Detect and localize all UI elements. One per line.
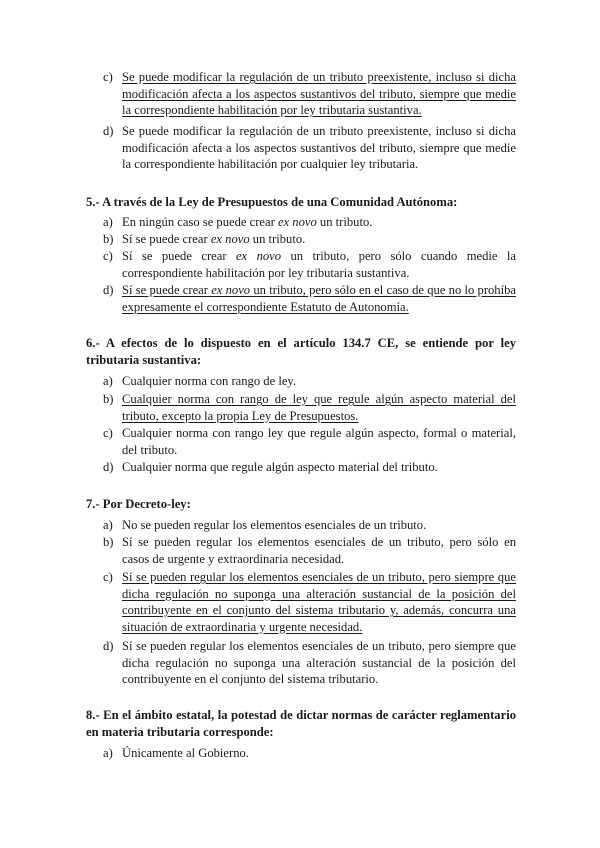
option-text: Se puede modificar la regulación de un tributo preexistente, incluso si dicha modificación afecta a los aspectos sustantivos del tributo, siempre que medie la correspondiente habilitación por ley tributaria sustantiva. [122, 70, 516, 117]
q4-option-d [86, 123, 516, 173]
option-letter: b) [103, 392, 114, 406]
q8-option-a [86, 745, 516, 762]
option-text: Sí se pueden regular los elementos esenciales de un tributo, pero siempre que dicha regulación no suponga una alteración sustancial de la posición del contribuyente en el conjunto del sistema tributario y, además, concurra una situación de extraordinaria y urgente necesidad. [122, 570, 516, 634]
q5-option-a [86, 214, 516, 231]
option-text: Cualquier norma con rango de ley. [122, 374, 297, 388]
question-5-title: 5.- A través de la Ley de Presupuestos de una Comunidad Autónoma: [86, 195, 458, 209]
option-text: Sí se puede crear ex novo un tributo, pero sólo en el caso de que no lo prohíba expresamente el correspondiente Estatuto de Autonomía. [122, 283, 516, 314]
option-letter: a) [103, 215, 113, 229]
option-letter: b) [103, 232, 114, 246]
option-letter: a) [103, 518, 113, 532]
q7-option-c [86, 569, 516, 635]
option-letter: c) [103, 70, 113, 84]
question-7-title: 7.- Por Decreto-ley: [86, 497, 191, 511]
question-8-title: 8.- En el ámbito estatal, la potestad de dictar normas de carácter reglamentario en materia tributaria corresponde: [86, 708, 516, 739]
option-letter: a) [103, 746, 113, 760]
q7-option-b [86, 534, 516, 567]
option-letter: d) [103, 639, 114, 653]
option-text: Únicamente al Gobierno. [122, 746, 249, 760]
option-letter: d) [103, 283, 114, 297]
option-letter: d) [103, 124, 114, 138]
option-text: No se pueden regular los elementos esenciales de un tributo. [122, 518, 427, 532]
q5-option-c [86, 248, 516, 281]
option-letter: a) [103, 374, 113, 388]
q7-option-a [86, 517, 516, 534]
option-letter: d) [103, 460, 114, 474]
option-text: Cualquier norma que regule algún aspecto material del tributo. [122, 460, 438, 474]
option-text: Sí se pueden regular los elementos esenciales de un tributo, pero sólo en casos de urgente y extraordinaria necesidad. [122, 535, 516, 566]
q5-option-d [86, 282, 516, 315]
option-letter: b) [103, 535, 114, 549]
q4-option-c [86, 69, 516, 119]
q6-option-a [86, 373, 516, 390]
q6-option-d [86, 459, 516, 476]
option-text: Sí se pueden regular los elementos esenciales de un tributo, pero siempre que dicha regulación no suponga una alteración sustancial de la posición del contribuyente en el conjunto del sistema tributario. [122, 639, 516, 686]
option-text: Cualquier norma con rango ley que regule algún aspecto, formal o material, del tributo. [122, 426, 516, 457]
option-text: Cualquier norma con rango de ley que regule algún aspecto material del tributo, excepto la propia Ley de Presupuestos. [122, 392, 516, 423]
option-letter: c) [103, 570, 113, 584]
q6-option-c [86, 425, 516, 458]
q7-option-d [86, 638, 516, 688]
option-text: Sí se puede crear ex novo un tributo. [122, 232, 306, 246]
option-text: Sí se puede crear ex novo un tributo, pero sólo cuando medie la correspondiente habilitación por ley tributaria sustantiva. [122, 249, 516, 280]
q6-option-b [86, 391, 516, 424]
option-text: Se puede modificar la regulación de un tributo preexistente, incluso si dicha modificación afecta a los aspectos sustantivos del tributo, siempre que medie la correspondiente habilitación por cualquier ley tributaria. [122, 124, 516, 171]
option-letter: c) [103, 249, 113, 263]
q5-option-b [86, 231, 516, 248]
option-letter: c) [103, 426, 113, 440]
question-6-title: 6.- A efectos de lo dispuesto en el artículo 134.7 CE, se entiende por ley tributaria sustantiva: [86, 336, 516, 367]
option-text: En ningún caso se puede crear ex novo un tributo. [122, 215, 373, 229]
